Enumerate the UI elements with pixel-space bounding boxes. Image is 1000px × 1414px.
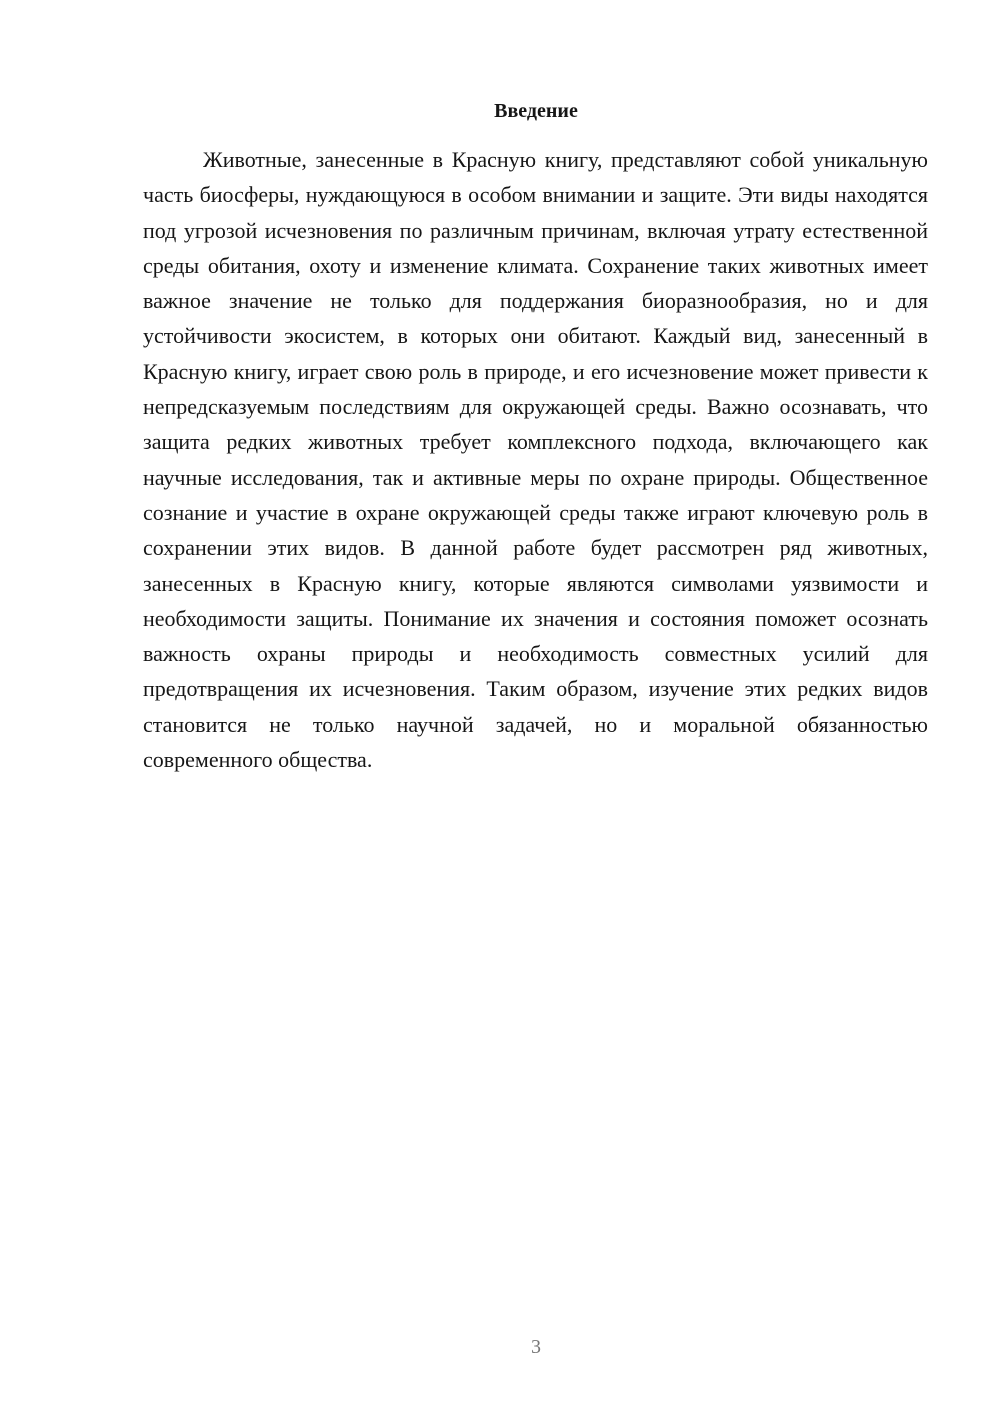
introduction-paragraph: Животные, занесенные в Красную книгу, представляют собой уникальную часть биосферы, нуждающуюся в особом внимании и защите. Эти виды находятся под угрозой исчезновения по различным причинам, включая утрату естественной среды обитания, охоту и изменение климата. Сохранение таких животных имеет важное значение не только для поддержания биоразнообразия, но и для устойчивости экосистем, в которых они обитают. Каждый вид, занесенный в Красную книгу, играет свою роль в природе, и его исчезновение может привести к непредсказуемым последствиям для окружающей среды. Важно осознавать, что защита редких животных требует комплексного подхода, включающего как научные исследования, так и активные меры по охране природы. Общественное сознание и участие в охране окружающей среды также играют ключевую роль в сохранении этих видов. В данной работе будет рассмотрен ряд животных, занесенных в Красную книгу, которые являются символами уязвимости и необходимости защиты. Понимание их значения и состояния поможет осознать важность охраны природы и необходимость совместных усилий для предотвращения их исчезновения. Таким образом, изучение этих редких видов становится не только научной задачей, но и моральной обязанностью современного общества. bbox=[143, 147, 928, 773]
section-heading: Введение bbox=[494, 100, 578, 122]
page-number: 3 bbox=[531, 1336, 541, 1358]
